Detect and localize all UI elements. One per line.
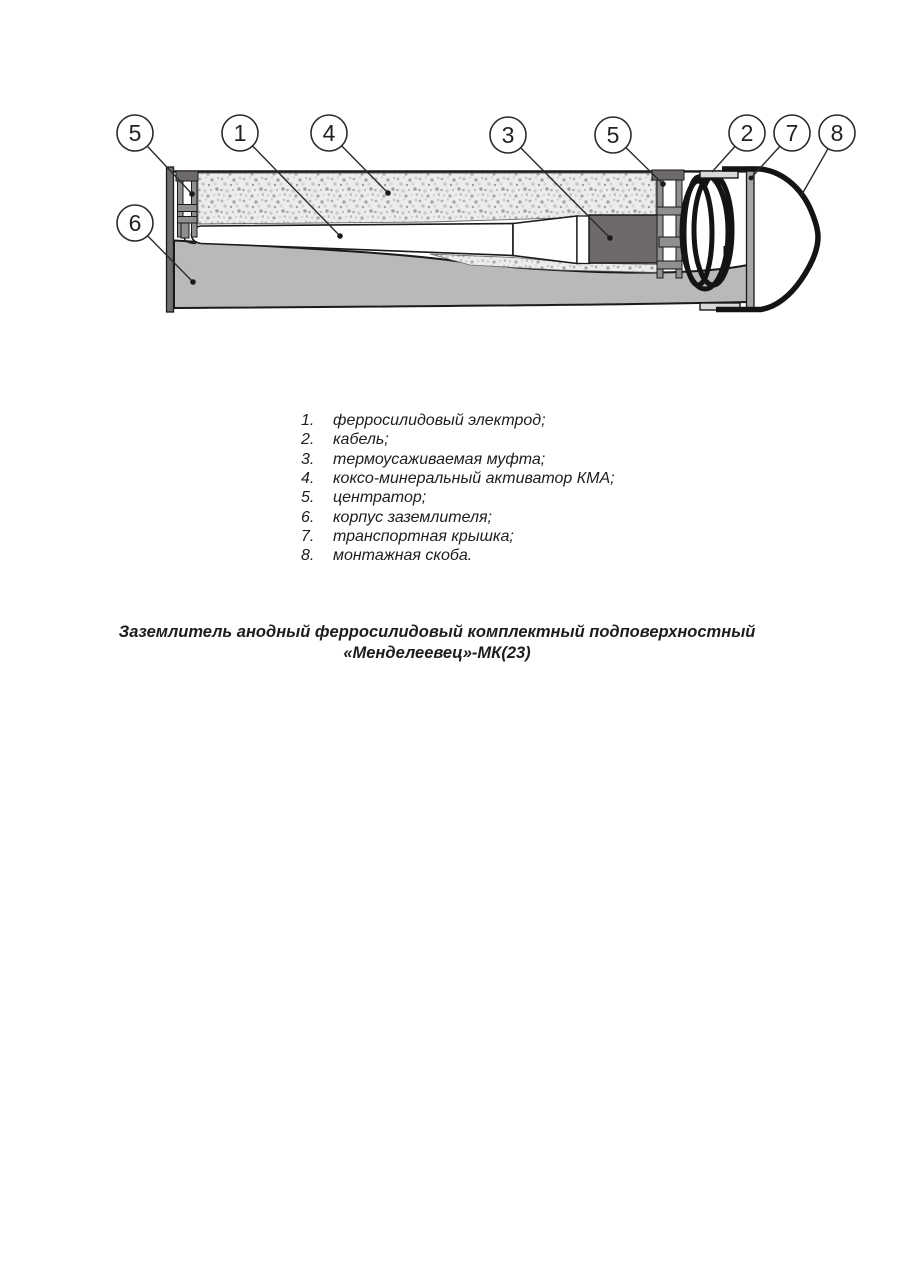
electrode-taper — [513, 216, 577, 264]
callout-label: 6 — [128, 210, 142, 236]
callout-2 — [729, 115, 765, 151]
legend-item — [301, 469, 615, 488]
caption-line-1: Заземлитель анодный ферросилидовый комплектный подповерхностный — [118, 623, 756, 641]
callout-label: 7 — [785, 120, 799, 146]
device-diagram — [0, 0, 900, 340]
legend-item — [301, 527, 615, 546]
callout-4 — [311, 115, 347, 151]
callout-label: 4 — [322, 120, 336, 146]
callout-label: 8 — [830, 120, 844, 146]
legend-item — [301, 450, 615, 469]
legend-item-number: 7. — [301, 528, 315, 546]
legend-item — [301, 546, 615, 565]
legend-item-text: центратор; — [333, 489, 427, 507]
callout-label: 5 — [606, 122, 620, 148]
legend-item — [301, 508, 615, 527]
electrode-neck — [577, 216, 590, 264]
legend-item-text: термоусаживаемая муфта; — [333, 450, 546, 468]
callout-5-left — [117, 115, 153, 151]
callout-label: 3 — [501, 122, 515, 148]
legend-item-text: кабель; — [333, 431, 389, 449]
callout-6 — [117, 205, 153, 241]
callout-label: 1 — [233, 120, 247, 146]
legend-item-number: 2. — [301, 431, 315, 449]
callout-label: 5 — [128, 120, 142, 146]
heat-shrink-sleeve — [589, 215, 661, 263]
callout-1 — [222, 115, 258, 151]
callout-7 — [774, 115, 810, 151]
callout-8 — [819, 115, 855, 151]
callout-3 — [490, 117, 526, 153]
legend-item-number: 1. — [301, 412, 315, 429]
caption-line-2: «Менделеевец»-МК(23) — [343, 643, 531, 662]
legend-item-number: 5. — [301, 489, 315, 507]
legend-item-number: 6. — [301, 508, 315, 526]
parts-legend — [301, 411, 615, 566]
top-tab — [700, 171, 738, 178]
left-centrator — [176, 171, 198, 244]
legend-item-text: коксо-минеральный активатор КМА; — [333, 470, 615, 488]
callout-5-right — [595, 117, 631, 153]
legend-item-text: корпус заземлителя; — [333, 508, 492, 526]
legend-item-text: транспортная крышка; — [333, 528, 514, 546]
legend-item-number: 4. — [301, 470, 315, 488]
legend-item-text: ферросилидовый электрод; — [333, 412, 546, 429]
figure-caption — [37, 622, 837, 663]
legend-item — [301, 430, 615, 449]
cable-coil — [682, 175, 732, 289]
legend-item-number: 3. — [301, 450, 315, 468]
legend-item-number: 8. — [301, 547, 315, 565]
callout-label: 2 — [740, 120, 754, 146]
left-end-cap — [167, 167, 174, 312]
right-centrator — [652, 170, 684, 278]
legend-item — [301, 488, 615, 507]
transport-cap — [747, 167, 755, 311]
legend-item — [301, 411, 615, 430]
legend-item-text: монтажная скоба. — [333, 547, 473, 565]
